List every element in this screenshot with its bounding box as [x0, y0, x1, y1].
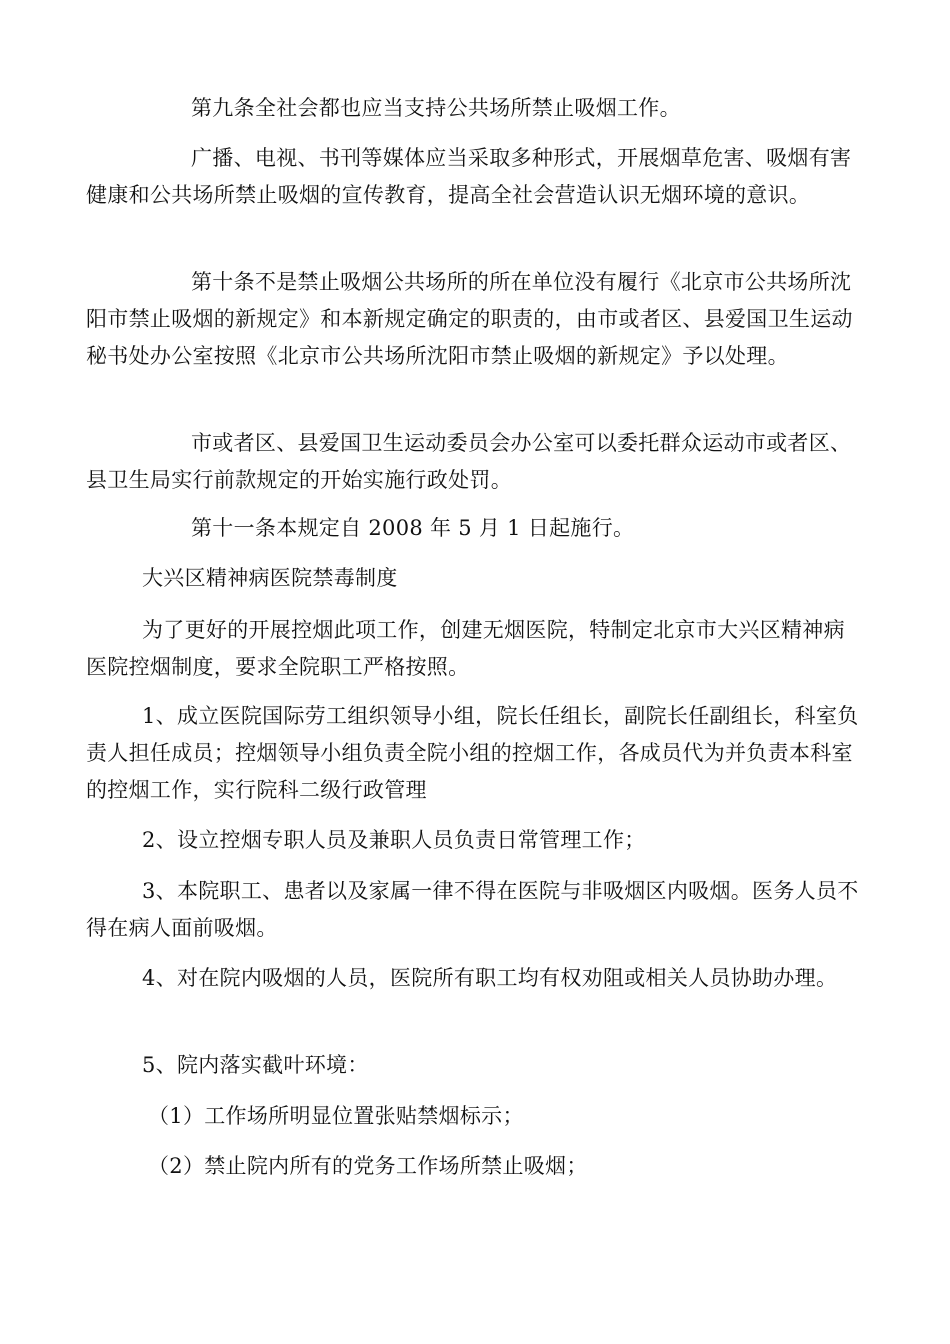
paragraph-article-11: 第十一条本规定自 2008 年 5 月 1 日起施行。 — [191, 516, 635, 540]
sub-item-2: （2）禁止院内所有的党务工作场所禁止吸烟； — [148, 1154, 588, 1178]
section-title: 大兴区精神病医院禁毒制度 — [142, 566, 398, 590]
list-item-3: 3、本院职工、患者以及家属一律不得在医院与非吸烟区内吸烟。医务人员不得在病人面前吸烟。 — [86, 879, 859, 940]
list-item-1: 1、成立医院国际劳工组织领导小组，院长任组长，副院长任副组长，科室负责人担任成员；控烟领导小组负责全院小组的控烟工作，各成员代为并负责本科室的控烟工作，实行院科二级行政管理 — [86, 704, 859, 802]
paragraph-media-education: 广播、电视、书刊等媒体应当采取多种形式，开展烟草危害、吸烟有害健康和公共场所禁止吸烟的宣传教育，提高全社会营造认识无烟环境的意识。 — [86, 146, 852, 207]
list-item-4: 4、对在院内吸烟的人员，医院所有职工均有权劝阻或相关人员协助办理。 — [142, 966, 838, 990]
sub-item-1: （1）工作场所明显位置张贴禁烟标示； — [148, 1104, 524, 1128]
paragraph-article-10: 第十条不是禁止吸烟公共场所的所在单位没有履行《北京市公共场所沈阳市禁止吸烟的新规定》和本新规定确定的职责的，由市或者区、县爱国卫生运动秘书处办公室按照《北京市公共场所沈阳市禁止吸烟的新规定》予以处理。 — [86, 270, 853, 368]
list-item-5: 5、院内落实截叶环境： — [142, 1053, 369, 1077]
paragraph-article-9: 第九条全社会都也应当支持公共场所禁止吸烟工作。 — [191, 96, 681, 120]
list-item-2: 2、设立控烟专职人员及兼职人员负责日常管理工作； — [142, 828, 646, 852]
paragraph-intro: 为了更好的开展控烟此项工作，创建无烟医院，特制定北京市大兴区精神病医院控烟制度，要求全院职工严格按照。 — [86, 618, 845, 679]
paragraph-delegation: 市或者区、县爱国卫生运动委员会办公室可以委托群众运动市或者区、县卫生局实行前款规定的开始实施行政处罚。 — [86, 431, 852, 492]
